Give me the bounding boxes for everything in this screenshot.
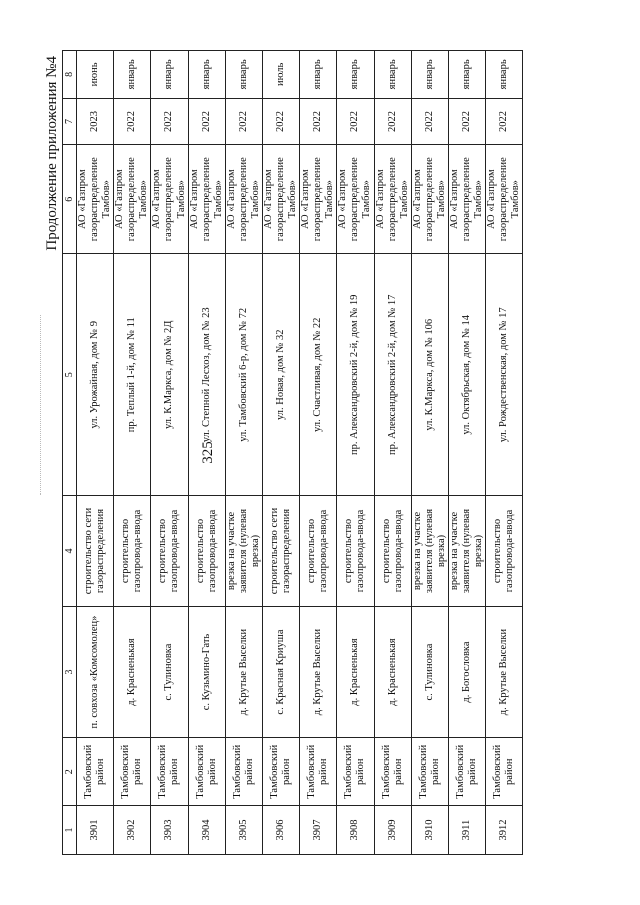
data-table [62,50,523,855]
table-row [151,51,188,855]
table-caption: Продолжение приложения №4 [44,56,60,251]
cell-settlement: д. Красненькая [114,606,151,738]
cell-record-number: 3904 [188,806,225,855]
cell-month: январь [374,51,411,99]
table-row [374,51,411,855]
column-header: 7 [63,98,77,144]
cell-year: 2022 [114,98,151,144]
cell-work-type: строительство газопровода-ввода [337,496,374,606]
column-header: 3 [63,606,77,738]
cell-work-type: строительство газопровода-ввода [374,496,411,606]
cell-district: Тамбовский район [448,738,485,806]
cell-work-type: врезка на участке заявителя (нулевая врезка) [225,496,262,606]
table-row [262,51,299,855]
cell-year: 2022 [262,98,299,144]
cell-address: ул. Урожайная, дом № 9 [77,254,114,496]
cell-record-number: 3905 [225,806,262,855]
cell-organization: АО «Газпром газораспределение Тамбов» [225,145,262,254]
cell-address: пр. Александровский 2-й, дом № 17 [374,254,411,496]
scan-artifact-line [40,315,41,495]
header-row [63,51,77,855]
cell-year: 2022 [151,98,188,144]
cell-organization: АО «Газпром газораспределение Тамбов» [77,145,114,254]
cell-address: пр. Александровский 2-й, дом № 19 [337,254,374,496]
cell-settlement: с. Тулиновка [151,606,188,738]
cell-settlement: с. Тулиновка [411,606,448,738]
cell-settlement: д. Крутые Выселки [300,606,337,738]
cell-address: пр. Теплый 1-й, дом № 11 [114,254,151,496]
cell-month: январь [188,51,225,99]
cell-organization: АО «Газпром газораспределение Тамбов» [374,145,411,254]
cell-record-number: 3908 [337,806,374,855]
cell-address: ул. Новая, дом № 32 [262,254,299,496]
cell-settlement: п. совхоза «Комсомолец» [77,606,114,738]
cell-record-number: 3901 [77,806,114,855]
table-row [411,51,448,855]
cell-district: Тамбовский район [77,738,114,806]
cell-address: ул. Октябрьская, дом № 14 [448,254,485,496]
cell-district: Тамбовский район [411,738,448,806]
cell-district: Тамбовский район [300,738,337,806]
cell-month: январь [411,51,448,99]
cell-district: Тамбовский район [337,738,374,806]
cell-organization: АО «Газпром газораспределение Тамбов» [262,145,299,254]
cell-organization: АО «Газпром газораспределение Тамбов» [411,145,448,254]
cell-month: январь [337,51,374,99]
cell-work-type: врезка на участке заявителя (нулевая врезка) [448,496,485,606]
table-row [225,51,262,855]
cell-year: 2022 [411,98,448,144]
cell-work-type: строительство сети газораспределения [262,496,299,606]
cell-month: январь [300,51,337,99]
cell-address: ул. К.Маркса, дом № 106 [411,254,448,496]
cell-organization: АО «Газпром газораспределение Тамбов» [114,145,151,254]
table-row [486,51,523,855]
cell-year: 2022 [337,98,374,144]
cell-district: Тамбовский район [114,738,151,806]
cell-address: ул. Счастливая, дом № 22 [300,254,337,496]
cell-district: Тамбовский район [151,738,188,806]
cell-organization: АО «Газпром газораспределение Тамбов» [300,145,337,254]
cell-address: ул. К.Маркса, дом № 2Д [151,254,188,496]
cell-settlement: д. Красненькая [337,606,374,738]
cell-settlement: с. Кузьмино-Гать [188,606,225,738]
cell-year: 2022 [300,98,337,144]
cell-record-number: 3907 [300,806,337,855]
cell-work-type: строительство газопровода-ввода [114,496,151,606]
table-row [188,51,225,855]
cell-settlement: д. Крутые Выселки [225,606,262,738]
cell-organization: АО «Газпром газораспределение Тамбов» [151,145,188,254]
table-row [337,51,374,855]
cell-work-type: строительство газопровода-ввода [151,496,188,606]
cell-district: Тамбовский район [486,738,523,806]
cell-year: 2022 [448,98,485,144]
column-header: 4 [63,496,77,606]
cell-month: январь [448,51,485,99]
column-header: 5 [63,254,77,496]
page-number: 325 [200,441,216,464]
cell-year: 2022 [486,98,523,144]
cell-month: январь [225,51,262,99]
cell-record-number: 3910 [411,806,448,855]
table-row [300,51,337,855]
column-header: 2 [63,738,77,806]
cell-year: 2022 [374,98,411,144]
cell-month: январь [151,51,188,99]
cell-year: 2023 [77,98,114,144]
table-row [114,51,151,855]
cell-record-number: 3912 [486,806,523,855]
column-header: 6 [63,145,77,254]
cell-settlement: д. Крутые Выселки [486,606,523,738]
column-header: 8 [63,51,77,99]
table-header [63,51,77,855]
cell-record-number: 3903 [151,806,188,855]
rotated-content [40,50,570,855]
cell-organization: АО «Газпром газораспределение Тамбов» [337,145,374,254]
cell-settlement: д. Богословка [448,606,485,738]
cell-organization: АО «Газпром газораспределение Тамбов» [486,145,523,254]
cell-month: январь [486,51,523,99]
cell-organization: АО «Газпром газораспределение Тамбов» [448,145,485,254]
cell-record-number: 3906 [262,806,299,855]
cell-year: 2022 [188,98,225,144]
column-header: 1 [63,806,77,855]
cell-organization: АО «Газпром газораспределение Тамбов» [188,145,225,254]
cell-month: июль [262,51,299,99]
cell-settlement: с. Красная Криуша [262,606,299,738]
cell-district: Тамбовский район [225,738,262,806]
cell-work-type: строительство газопровода-ввода [188,496,225,606]
table-row [448,51,485,855]
cell-work-type: врезка на участке заявителя (нулевая врезка) [411,496,448,606]
cell-settlement: д. Красненькая [374,606,411,738]
cell-month: июнь [77,51,114,99]
cell-address: ул. Рождественская, дом № 17 [486,254,523,496]
cell-district: Тамбовский район [262,738,299,806]
cell-month: январь [114,51,151,99]
cell-address: ул. Степной Лесхоз, дом № 23 [188,254,225,496]
cell-work-type: строительство сети газораспределения [77,496,114,606]
cell-work-type: строительство газопровода-ввода [300,496,337,606]
table-body [77,51,523,855]
cell-district: Тамбовский район [374,738,411,806]
cell-address: ул. Тамбовский 6-р, дом № 72 [225,254,262,496]
cell-year: 2022 [225,98,262,144]
table-row [77,51,114,855]
cell-record-number: 3902 [114,806,151,855]
cell-work-type: строительство газопровода-ввода [486,496,523,606]
cell-record-number: 3911 [448,806,485,855]
cell-district: Тамбовский район [188,738,225,806]
cell-record-number: 3909 [374,806,411,855]
